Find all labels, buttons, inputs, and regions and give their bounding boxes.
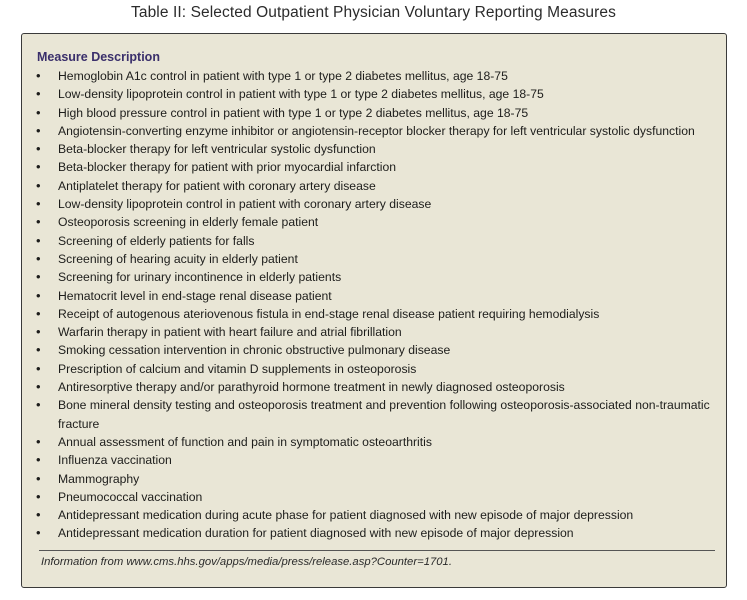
measure-text: Low-density lipoprotein control in patient with coronary artery disease <box>58 197 432 212</box>
source-note: Information from www.cms.hhs.gov/apps/media/press/release.asp?Counter=1701. <box>41 556 452 568</box>
bullet-icon: • <box>36 159 41 175</box>
measure-list <box>34 67 722 543</box>
bullet-icon: • <box>36 507 41 523</box>
list-item <box>34 250 722 268</box>
bullet-icon: • <box>36 68 41 83</box>
table-title: Table II: Selected Outpatient Physician Voluntary Reporting Measures <box>131 4 616 21</box>
list-item <box>34 268 722 286</box>
list-item <box>34 122 722 140</box>
measure-text: Angiotensin-converting enzyme inhibitor or angiotensin-receptor blocker therapy for left ventricular systolic dysfunction <box>58 123 695 138</box>
bullet-icon: • <box>36 525 41 541</box>
bullet-icon: • <box>36 324 41 340</box>
column-header: Measure Description <box>37 50 160 64</box>
measure-text: Influenza vaccination <box>58 453 172 468</box>
list-item <box>34 232 722 250</box>
measure-text: Warfarin therapy in patient with heart failure and atrial fibrillation <box>58 325 402 340</box>
bullet-icon: • <box>36 488 41 504</box>
bullet-icon: • <box>36 232 41 248</box>
measure-text: Bone mineral density testing and osteoporosis treatment and prevention following osteoporosis-associated non-traumatic fracture <box>58 398 710 431</box>
bullet-icon: • <box>36 470 41 486</box>
bullet-icon: • <box>36 342 41 358</box>
measure-text: Annual assessment of function and pain in symptomatic osteoarthritis <box>58 434 432 449</box>
list-item <box>34 488 722 506</box>
measure-text: Beta-blocker therapy for patient with prior myocardial infarction <box>58 160 397 175</box>
list-item <box>34 524 722 542</box>
measure-text: Antiresorptive therapy and/or parathyroid hormone treatment in newly diagnosed osteoporosis <box>58 380 565 395</box>
list-item <box>34 177 722 195</box>
bullet-icon: • <box>36 214 41 230</box>
bullet-icon: • <box>36 104 41 120</box>
bullet-icon: • <box>36 305 41 321</box>
bullet-icon: • <box>36 141 41 157</box>
measure-text: Screening of hearing acuity in elderly patient <box>58 251 298 266</box>
list-item <box>34 140 722 158</box>
bullet-icon: • <box>36 122 41 138</box>
list-item <box>34 378 722 396</box>
bullet-icon: • <box>36 433 41 449</box>
list-item <box>34 305 722 323</box>
list-item <box>34 213 722 231</box>
measure-text: Pneumococcal vaccination <box>58 489 203 504</box>
measure-text: Smoking cessation intervention in chronic obstructive pulmonary disease <box>58 343 451 358</box>
bullet-icon: • <box>36 86 41 102</box>
measures-panel <box>21 33 727 588</box>
list-item <box>34 341 722 359</box>
bullet-icon: • <box>36 269 41 285</box>
measure-text: Hemoglobin A1c control in patient with type 1 or type 2 diabetes mellitus, age 18-75 <box>58 69 508 83</box>
list-item <box>34 433 722 451</box>
list-item <box>34 287 722 305</box>
list-item <box>34 323 722 341</box>
list-item <box>34 506 722 524</box>
measure-text: Hematocrit level in end-stage renal disease patient <box>58 288 332 303</box>
measure-text: Prescription of calcium and vitamin D supplements in osteoporosis <box>58 361 417 376</box>
list-item <box>34 451 722 469</box>
measure-text: Antidepressant medication during acute phase for patient diagnosed with new episode of major depression <box>58 508 634 523</box>
measure-text: Antidepressant medication duration for patient diagnosed with new episode of major depression <box>58 526 574 541</box>
bullet-icon: • <box>36 196 41 212</box>
measure-text: Screening of elderly patients for falls <box>58 233 255 248</box>
measure-text: Mammography <box>58 471 140 486</box>
list-item <box>34 360 722 378</box>
bullet-icon: • <box>36 452 41 468</box>
measure-text: Screening for urinary incontinence in elderly patients <box>58 270 342 285</box>
list-item <box>34 158 722 176</box>
bullet-icon: • <box>36 397 41 413</box>
list-item <box>34 85 722 103</box>
bullet-icon: • <box>36 360 41 376</box>
measure-text: High blood pressure control in patient with type 1 or type 2 diabetes mellitus, age 18-75 <box>58 105 529 120</box>
measure-text: Beta-blocker therapy for left ventricular systolic dysfunction <box>58 142 376 157</box>
list-item <box>34 195 722 213</box>
bullet-icon: • <box>36 287 41 303</box>
divider <box>39 550 715 551</box>
bullet-icon: • <box>36 379 41 395</box>
bullet-icon: • <box>36 250 41 266</box>
list-item <box>34 470 722 488</box>
measure-text: Low-density lipoprotein control in patient with type 1 or type 2 diabetes mellitus, age 18-75 <box>58 87 544 102</box>
measure-text: Osteoporosis screening in elderly female patient <box>58 215 319 230</box>
bullet-icon: • <box>36 177 41 193</box>
measure-text: Receipt of autogenous ateriovenous fistula in end-stage renal disease patient requiring hemodialysis <box>58 306 600 321</box>
list-item <box>34 104 722 122</box>
measure-text: Antiplatelet therapy for patient with coronary artery disease <box>58 178 376 193</box>
list-item <box>34 67 722 85</box>
list-item <box>34 396 722 433</box>
